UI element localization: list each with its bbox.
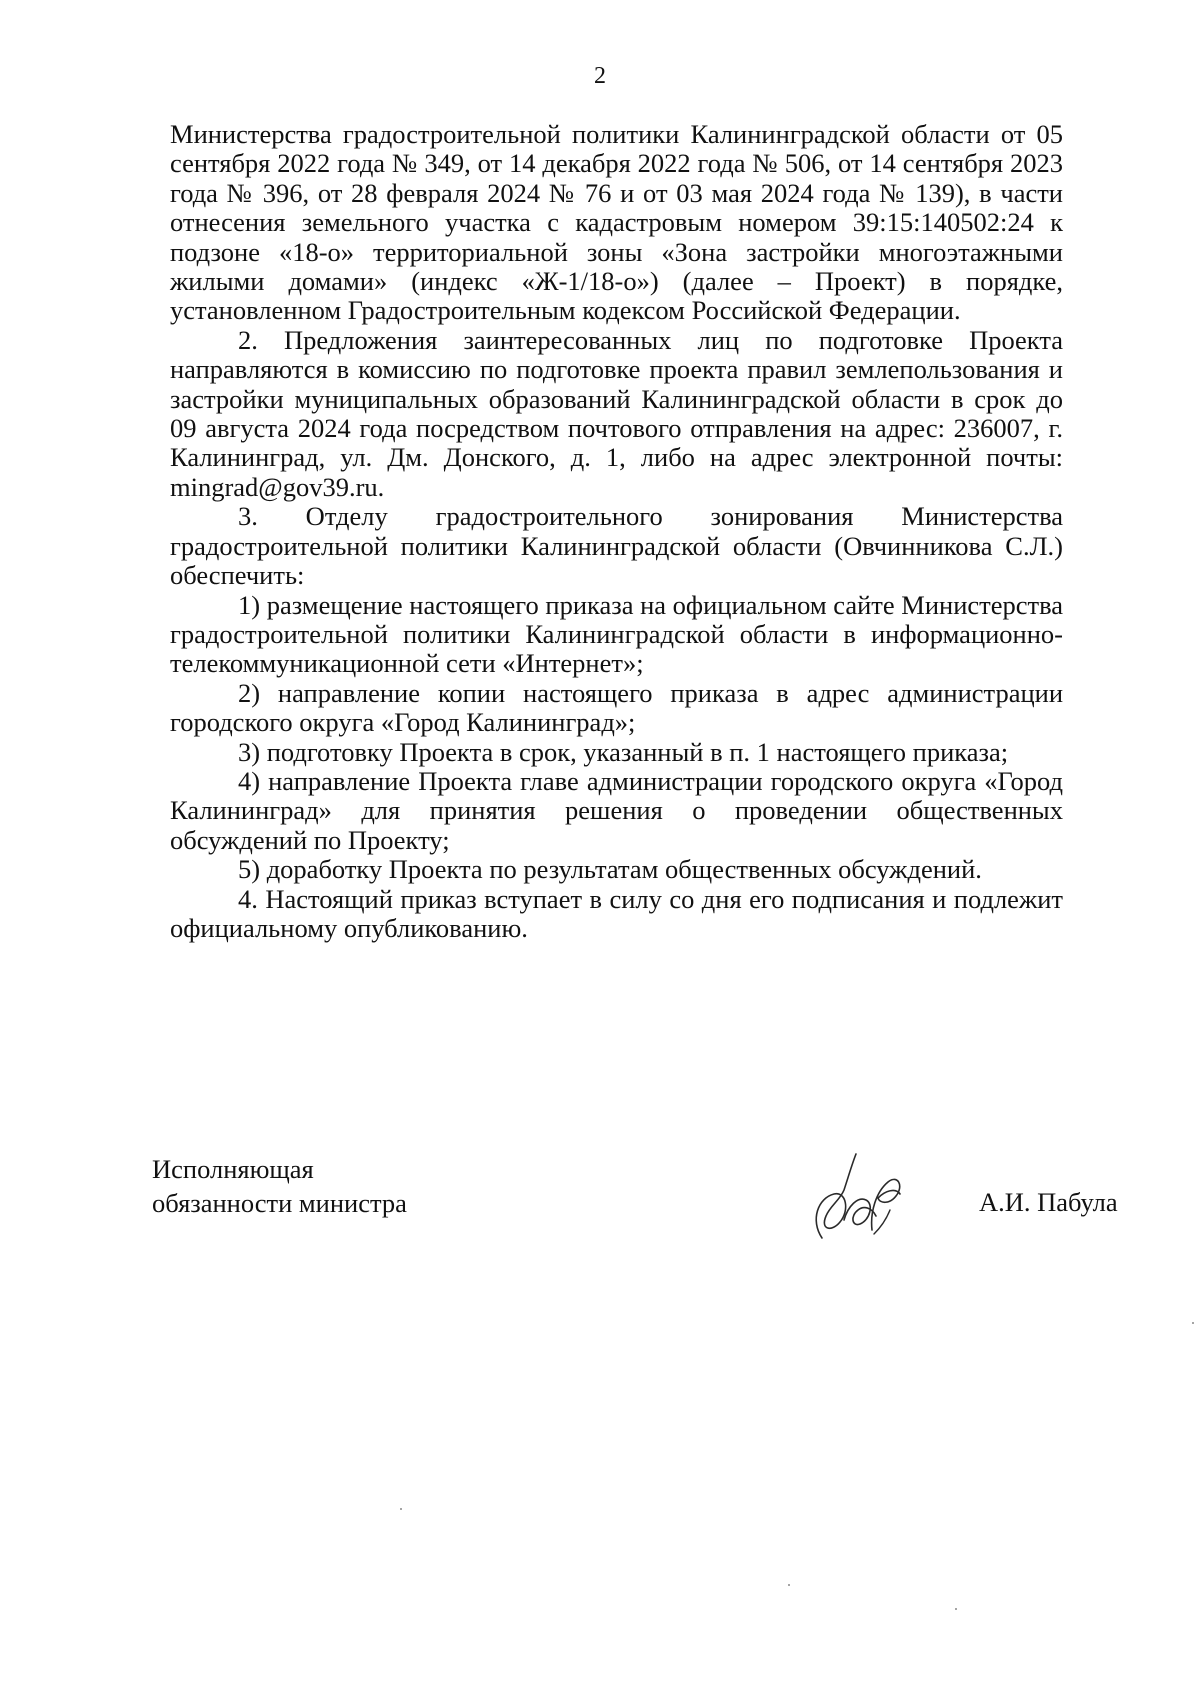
subitem-5: 5) доработку Проекта по результатам общественных обсуждений. — [238, 854, 982, 885]
position-line-2: обязанности министра — [152, 1188, 407, 1218]
subitem-2: 2) направление копии настоящего приказа в адрес администрации городского округа «Город Калининград»; — [170, 677, 1063, 738]
paragraph-continuation: Министерства градостроительной политики Калининградской области от 05 сентября 2022 года № 349, от 14 декабря 2022 года № 506, от 14 сентября 2023 года № 396, от 28 февраля 2024 № 76 и от 03 мая 2024 года № 139), в части отнесения земельного участка с кадастровым номером 39:15:140502:24 к подзоне «18-о» территориальной зоны «Зона застройки многоэтажными жилыми домами» (индекс «Ж-1/18-о») (далее – Проект) в порядке, установленном Градостроительным кодексом Российской Федерации. — [170, 119, 1063, 326]
handwritten-signature — [800, 1150, 910, 1250]
scan-speck — [400, 1508, 402, 1510]
document-body — [170, 120, 1063, 943]
page-number: 2 — [594, 63, 606, 89]
position-line-1: Исполняющая — [152, 1154, 314, 1184]
paragraph-item-3: 3. Отделу градостроительного зонирования Министерства градостроительной политики Калининградской области (Овчинникова С.Л.) обеспечить: — [170, 501, 1063, 591]
scan-speck — [1192, 1322, 1194, 1324]
subitem-4: 4) направление Проекта главе администрации городского округа «Город Калининград» для принятия решения о проведении общественных обсуждений по Проекту; — [170, 765, 1063, 855]
subitem-1: 1) размещение настоящего приказа на официальном сайте Министерства градостроительной политики Калининградской области в информационно-телекоммуникационной сети «Интернет»; — [170, 589, 1063, 679]
subitem-3: 3) подготовку Проекта в срок, указанный в п. 1 настоящего приказа; — [238, 736, 1009, 767]
scan-speck — [955, 1608, 957, 1610]
paragraph-item-4: 4. Настоящий приказ вступает в силу со дня его подписания и подлежит официальному опубликованию. — [170, 883, 1063, 943]
scan-speck — [788, 1584, 790, 1586]
signatory-position — [152, 1152, 407, 1220]
signer-name: А.И. Пабула — [979, 1187, 1118, 1217]
paragraph-item-2: 2. Предложения заинтересованных лиц по подготовке Проекта направляются в комиссию по подготовке проекта правил землепользования и застройки муниципальных образований Калининградской области в срок до 09 августа 2024 года посредством почтового отправления на адрес: 236007, г. Калининград, ул. Дм. Донского, д. 1, либо на адрес электронной почты: mingrad@gov39.ru. — [170, 324, 1063, 502]
